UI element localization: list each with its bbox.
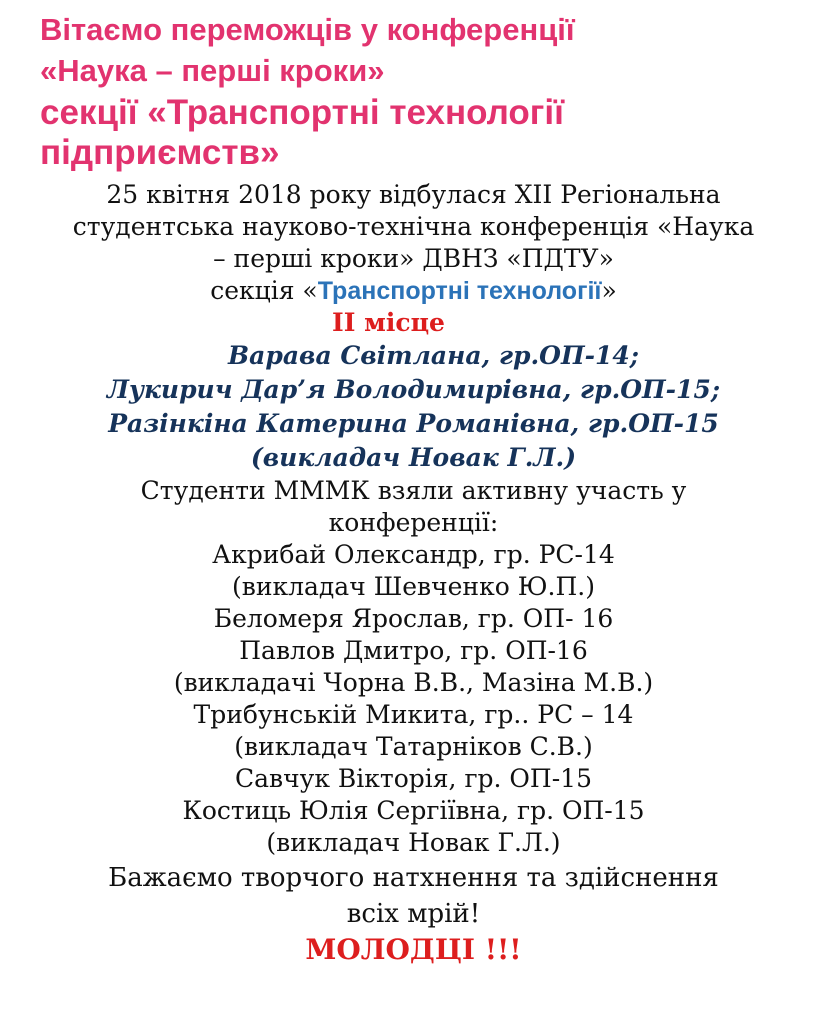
header-line-2: «Наука – перші кроки» [40,53,385,88]
closing-line-2: всіх мрій! [346,899,481,929]
participant-line: Акрибай Олександр, гр. РС-14 [212,540,615,569]
participant-line: Трибунській Микита, гр.. РС – 14 [193,700,634,729]
header-line-1: Вітаємо переможців у конференції [40,12,575,47]
participant-line: (викладачі Чорна В.В., Мазіна М.В.) [173,668,654,697]
participant-line: (викладач Шевченко Ю.П.) [232,572,595,601]
section-name: Транспортні технології [317,277,602,305]
winner-1: Варава Світлана, гр.ОП-14; [228,341,639,370]
participant-line: (викладач Новак Г.Л.) [266,828,561,857]
intro-line-2: студентська науково-технічна конференція «Наука [72,212,755,241]
participants-heading-2: конференції: [328,508,499,537]
intro-line-3: – перші кроки» ДВНЗ «ПДТУ» [213,244,614,273]
participant-line: Павлов Дмитро, гр. ОП-16 [239,636,588,665]
section-prefix: секція « [210,276,318,305]
closing-line-1: Бажаємо творчого натхнення та здійснення [108,863,719,893]
winner-3: Разінкіна Катерина Романівна, гр.ОП-15 [108,409,719,438]
participant-line: Костиць Юлія Сергіївна, гр. ОП-15 [182,796,645,825]
intro-section-line [0,275,827,307]
participant-line: (викладач Татарніков С.В.) [234,732,593,761]
award-place: ІІ місце [332,308,445,337]
participants-heading-1: Студенти МММК взяли активну участь у [140,476,687,505]
header-line-3: секції «Транспортні технології [40,93,564,132]
intro-line-1: 25 квітня 2018 року відбулася XII Регіональна [106,180,721,209]
participant-line: Савчук Вікторія, гр. ОП-15 [234,764,592,793]
winner-2: Лукирич Дар’я Володимирівна, гр.ОП-15; [106,375,721,404]
closing-final: МОЛОДЦІ !!! [305,933,522,966]
section-suffix: » [601,276,617,305]
winner-teacher: (викладач Новак Г.Л.) [250,443,577,472]
header-line-4: підприємств» [40,133,280,172]
announcement-body [0,179,827,969]
participant-line: Беломеря Ярослав, гр. ОП- 16 [213,604,614,633]
